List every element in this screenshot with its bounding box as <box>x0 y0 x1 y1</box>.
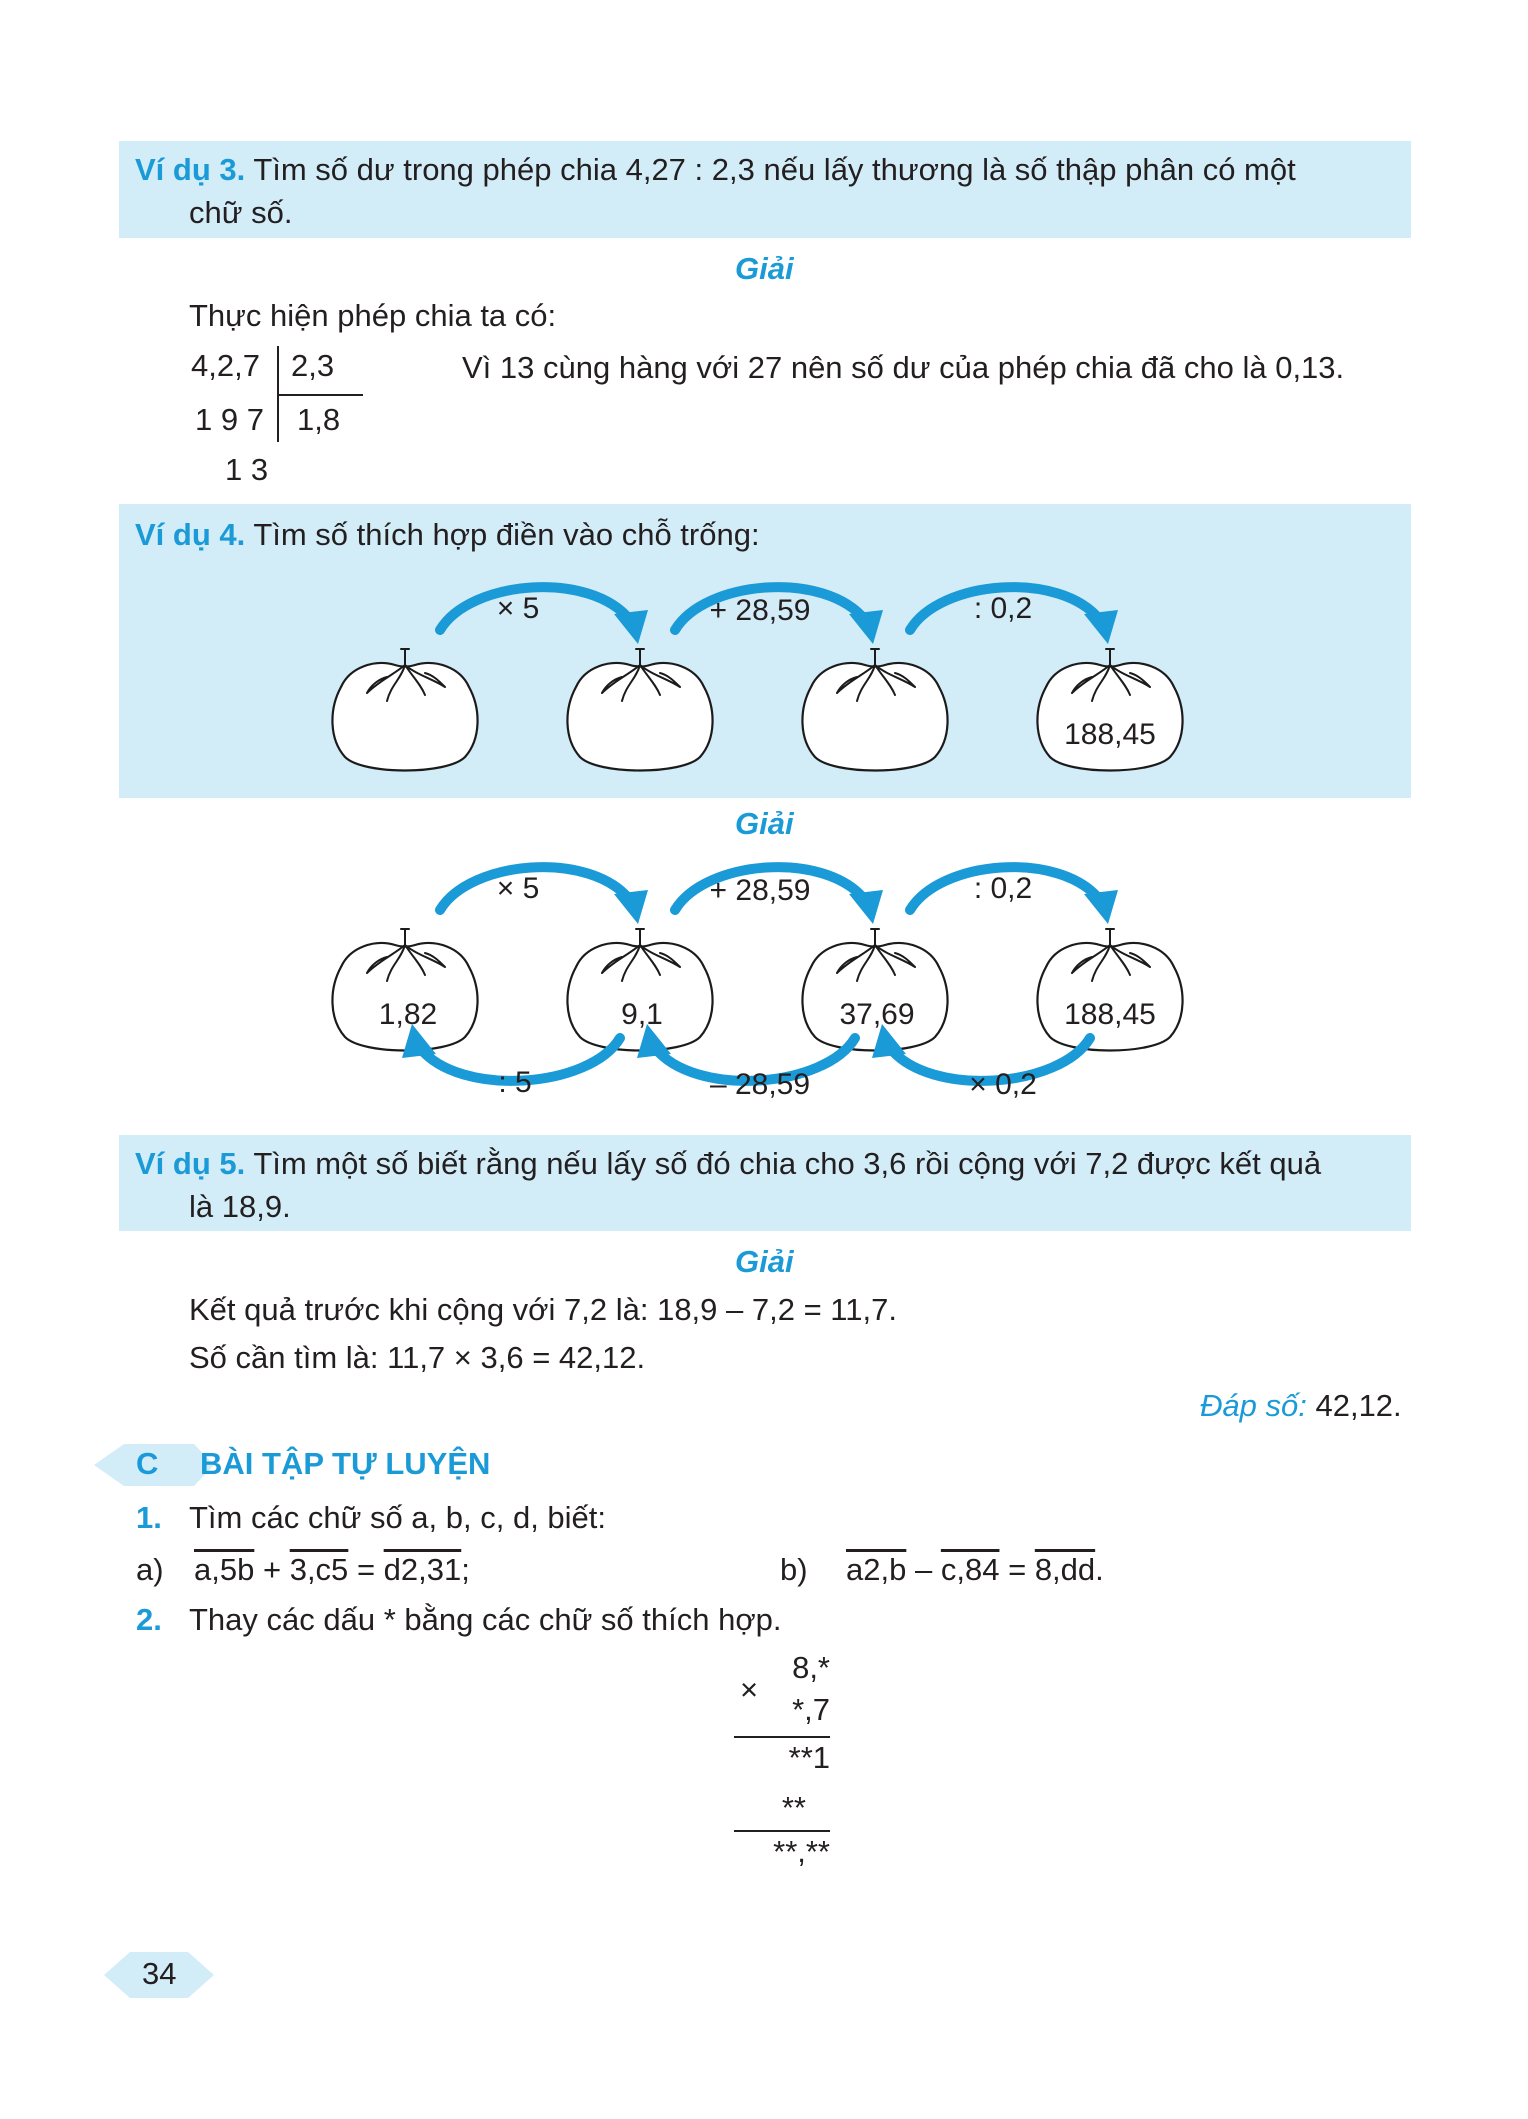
division-divisor: 2,3 <box>291 348 335 383</box>
example-5-solution-heading: Giải <box>735 1244 794 1279</box>
e1b-end: . <box>1095 1552 1104 1587</box>
exercise-2-text: Thay các dấu * bằng các chữ số thích hợp. <box>189 1602 782 1637</box>
exercise-1-text: Tìm các chữ số a, b, c, d, biết: <box>189 1500 607 1535</box>
exercise-1-number: 1. <box>136 1500 162 1535</box>
e1b-term2: c,84 <box>940 1552 1000 1587</box>
answer-label: Đáp số: <box>1200 1388 1307 1423</box>
example-3-solution-heading: Giải <box>735 251 794 286</box>
example-5-answer <box>1200 1388 1402 1424</box>
sol-value-2: 9,1 <box>621 998 663 1031</box>
e1a-term1: a,5b <box>194 1552 255 1587</box>
tomato-blank-1 <box>332 649 477 771</box>
sol-inv-minus-28-59: – 28,59 <box>709 1068 811 1101</box>
tomato-blank-3 <box>802 649 947 771</box>
sol-value-1: 1,82 <box>378 998 438 1031</box>
e1b-term1: a2,b <box>846 1552 907 1587</box>
division-row2: 1 9 7 <box>195 402 264 437</box>
division-remainder: 1 3 <box>225 452 269 487</box>
sol-value-3: 37,69 <box>839 998 915 1031</box>
sol-tomato-3 <box>802 929 947 1051</box>
mult-line-1 <box>734 1736 830 1738</box>
tomato-given <box>1037 649 1182 771</box>
exercise-1a-label: a) <box>136 1552 164 1587</box>
e1b-term3: 8,dd <box>1034 1552 1096 1587</box>
e1a-end: ; <box>461 1552 470 1587</box>
example-4-solution-heading: Giải <box>735 806 794 841</box>
sol-arrow-times-5 <box>440 867 648 924</box>
division-dividend: 4,2,7 <box>191 348 260 383</box>
example-5-label: Ví dụ 5. <box>135 1146 246 1181</box>
sol-tomato-4 <box>1037 929 1182 1051</box>
sol-inv-div-5: : 5 <box>498 1066 532 1099</box>
arrow-times-5 <box>440 587 648 644</box>
example-4-problem-diagram <box>0 0 1528 820</box>
example-3-label: Ví dụ 3. <box>135 152 246 187</box>
op-plus-28-59: + 28,59 <box>709 594 811 627</box>
e1b-equals: = <box>1008 1552 1027 1587</box>
mult-result: **,** <box>773 1834 830 1869</box>
example-4-solution-diagram <box>0 860 1528 1120</box>
example-5-question: Tìm một số biết rằng nếu lấy số đó chia cho 3,6 rồi cộng với 7,2 được kết quả <box>253 1146 1322 1181</box>
example-5-step2: Số cần tìm là: 11,7 × 3,6 = 42,12. <box>189 1340 646 1375</box>
example-5-line1 <box>135 1146 1321 1182</box>
mult-partial-2: ** <box>781 1790 806 1825</box>
example-4-label: Ví dụ 4. <box>135 517 246 552</box>
example-3-question: Tìm số dư trong phép chia 4,27 : 2,3 nếu lấy thương là số thập phân có một <box>253 152 1296 187</box>
op-div-0-2: : 0,2 <box>973 592 1033 625</box>
mult-line-2 <box>734 1830 830 1832</box>
mult-top: 8,* <box>792 1650 830 1685</box>
sol-value-4: 188,45 <box>1064 998 1156 1031</box>
sol-tomato-1 <box>332 929 477 1051</box>
exercise-2-number: 2. <box>136 1602 162 1637</box>
mult-second: *,7 <box>792 1692 830 1727</box>
e1a-plus: + <box>262 1552 282 1587</box>
tomato-blank-2 <box>567 649 712 771</box>
e1b-minus: – <box>914 1552 933 1587</box>
example-3-explanation: Vì 13 cùng hàng với 27 nên số dư của phép chia đã cho là 0,13. <box>462 350 1345 385</box>
sol-op-div-0-2: : 0,2 <box>973 872 1033 905</box>
given-value: 188,45 <box>1064 718 1156 751</box>
answer-value: 42,12. <box>1315 1388 1402 1423</box>
sol-op-plus-28-59: + 28,59 <box>709 874 811 907</box>
e1a-term2: 3,c5 <box>289 1552 349 1587</box>
example-4-text: Tìm số thích hợp điền vào chỗ trống: <box>253 517 760 552</box>
sol-tomato-2 <box>567 929 712 1051</box>
section-title: BÀI TẬP TỰ LUYỆN <box>200 1446 491 1481</box>
exercise-1a-equation <box>194 1552 470 1588</box>
op-times-5: × 5 <box>496 592 540 625</box>
sol-op-times-5: × 5 <box>496 872 540 905</box>
e1a-term3: d2,31 <box>383 1552 462 1587</box>
example-5-line2: là 18,9. <box>189 1189 291 1224</box>
example-5-step1: Kết quả trước khi cộng với 7,2 là: 18,9 – 7,2 = 11,7. <box>189 1292 897 1327</box>
section-letter: C <box>136 1446 159 1481</box>
page-number: 34 <box>142 1956 177 1991</box>
mult-partial-1: **1 <box>788 1740 830 1775</box>
example-3-intro: Thực hiện phép chia ta có: <box>189 298 557 333</box>
example-3-line2: chữ số. <box>189 195 293 230</box>
sol-inv-times-0-2: × 0,2 <box>969 1068 1037 1101</box>
mult-sign: × <box>740 1672 759 1707</box>
multiplication-puzzle <box>720 1650 830 1870</box>
exercise-1b-label: b) <box>780 1552 808 1587</box>
e1a-equals: = <box>356 1552 376 1587</box>
exercise-1b-equation <box>846 1552 1104 1588</box>
division-quotient: 1,8 <box>297 402 341 437</box>
